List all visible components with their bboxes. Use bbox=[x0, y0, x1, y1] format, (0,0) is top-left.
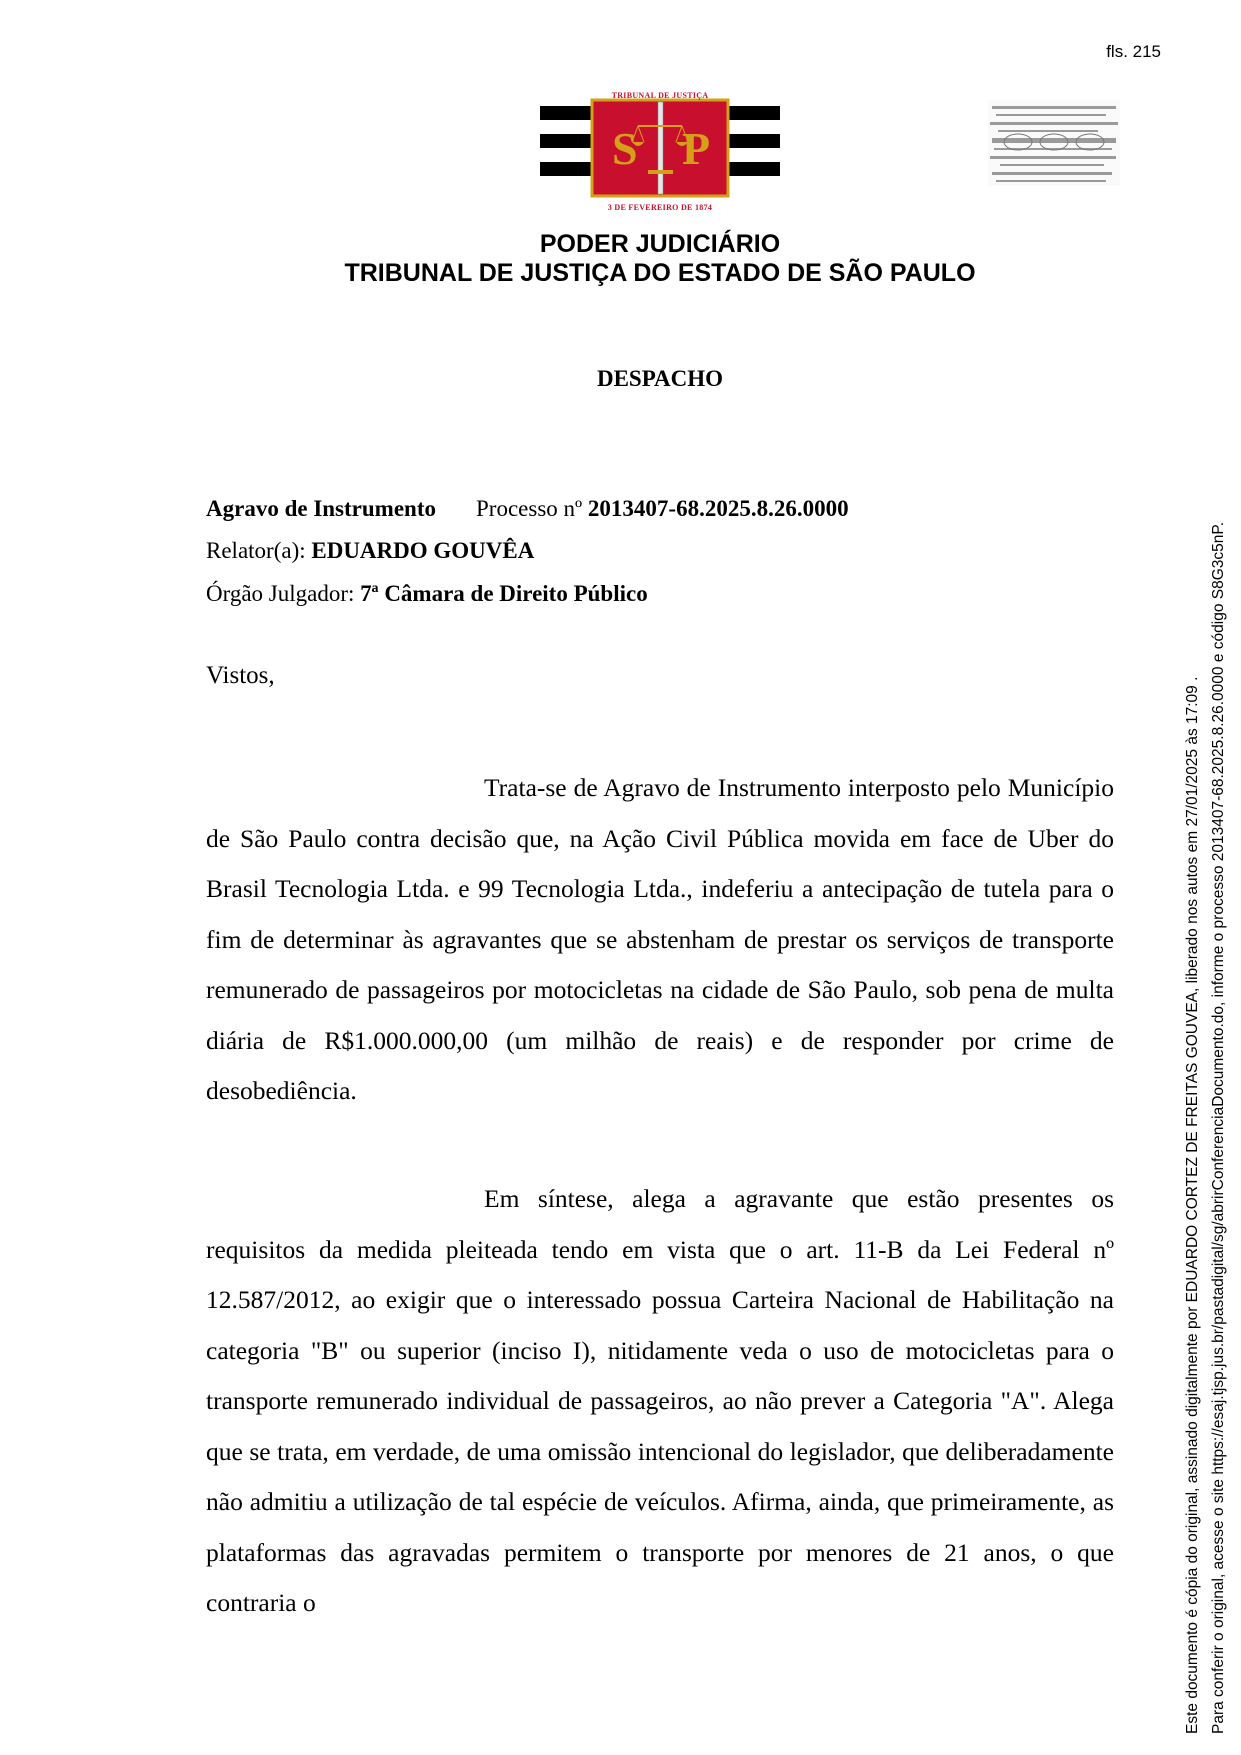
side-note-line-2: Para conferir o original, acesse o site https://esaj.tjsp.jus.br/pastadigital/sg/abrirConferenciaDocumento.do, informe o processo 2013407-68.2025.8.26.0000 e código S8G3c5nP. bbox=[1210, 521, 1227, 1734]
paragraph-2 bbox=[206, 1174, 1114, 1629]
digital-signature-note bbox=[1180, 234, 1232, 1734]
document-title: DESPACHO bbox=[596, 366, 724, 391]
header-line-1: PODER JUDICIÁRIO bbox=[539, 230, 781, 258]
paragraph-text: Trata-se de Agravo de Instrumento interposto pelo Município de São Paulo contra decisão que, na Ação Civil Pública movida em face de Uber do Brasil Tecnologia Ltda. e 99 Tecnologia Ltda., indeferiu a antecipação de tutela para o fim de determinar às agravantes que se abstenham de prestar os serviços de transporte remunerado de passageiros por motocicletas na cidade de São Paulo, sob pena de multa diária de R$1.000.000,00 (um milhão de reais) e de responder por crime de desobediência. bbox=[206, 773, 1114, 1105]
logo-letter-p: P bbox=[682, 123, 711, 174]
logo-bottom-text: 3 DE FEVEREIRO DE 1874 bbox=[607, 203, 713, 212]
meta-relator: EDUARDO GOUVÊA bbox=[311, 538, 535, 563]
meta-orgao-label: Órgão Julgador: bbox=[206, 581, 355, 606]
side-note-line-1: Este documento é cópia do original, assinado digitalmente por EDUARDO CORTEZ DE FREITAS GOUVEA, liberado nos autos em 27/01/2025 às 17:09 . bbox=[1184, 676, 1201, 1734]
page-number: fls. 215 bbox=[1106, 42, 1161, 61]
authentication-stamp bbox=[988, 100, 1120, 186]
meta-relator-line bbox=[206, 538, 534, 564]
meta-orgao: 7ª Câmara de Direito Público bbox=[360, 581, 648, 606]
paragraph-1 bbox=[206, 763, 1114, 1117]
logo-letter-s: S bbox=[612, 123, 638, 174]
meta-processo-label: Processo nº bbox=[476, 496, 583, 521]
paragraph-text: Em síntese, alega a agravante que estão presentes os requisitos da medida pleiteada tendo em vista que o art. 11-B da Lei Federal nº 12.587/2012, ao exigir que o interessado possua Carteira Nacional de Habilitação na categoria "B" ou superior (inciso I), nitidamente veda o uso de motocicletas para o transporte remunerado individual de passageiros, ao não prever a Categoria "A". Alega que se trata, em verdade, de uma omissão intencional do legislador, que deliberadamente não admitiu a utilização de tal espécie de veículos. Afirma, ainda, que primeiramente, as plataformas das agravadas permitem o transporte por menores de 21 anos, o que contraria o bbox=[206, 1184, 1114, 1617]
meta-process-line bbox=[206, 496, 849, 522]
meta-orgao-line bbox=[206, 581, 648, 607]
meta-processo-numero: 2013407-68.2025.8.26.0000 bbox=[587, 496, 849, 521]
header-line-2: TRIBUNAL DE JUSTIÇA DO ESTADO DE SÃO PAULO bbox=[344, 259, 976, 287]
meta-relator-label: Relator(a): bbox=[206, 538, 306, 563]
tjsp-logo bbox=[540, 92, 780, 214]
meta-tipo: Agravo de Instrumento bbox=[206, 496, 436, 521]
greeting: Vistos, bbox=[206, 662, 275, 689]
logo-top-text: TRIBUNAL DE JUSTIÇA bbox=[611, 92, 709, 100]
